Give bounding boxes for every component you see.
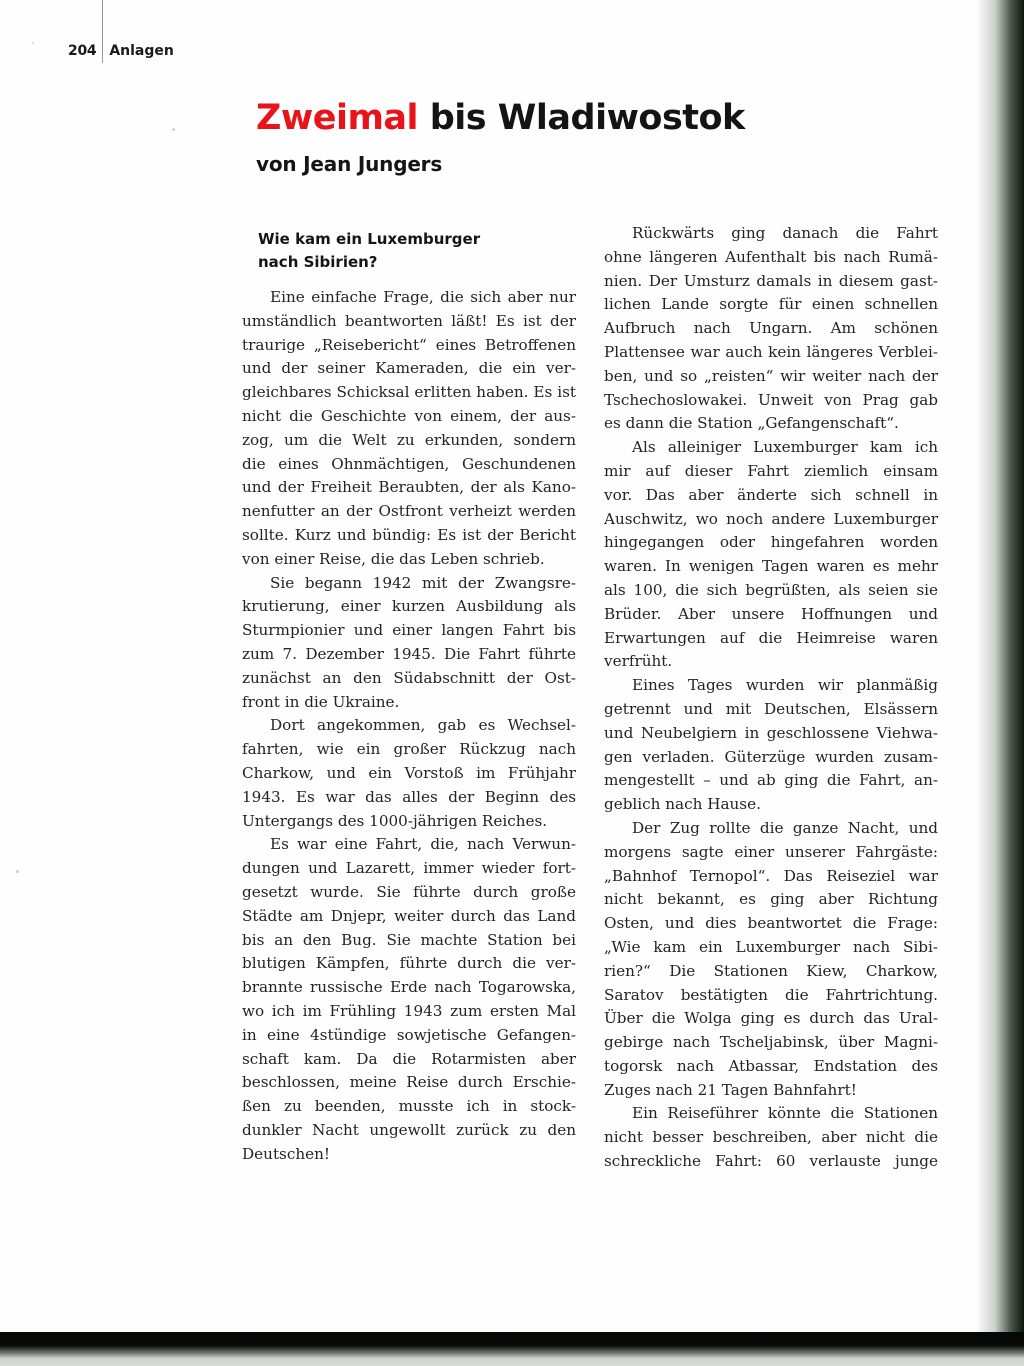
paragraph <box>242 286 576 572</box>
text-line: und Neubelgiern in geschlossene Viehwa- <box>604 723 938 742</box>
text-line: ben, und so „reisten“ wir weiter nach der <box>604 366 938 385</box>
paragraph <box>604 817 938 1103</box>
text-line: mengestellt – und ab ging die Fahrt, an- <box>604 771 938 790</box>
section-title: Anlagen <box>109 43 174 59</box>
paragraph <box>604 222 938 436</box>
text-line: Deutschen! <box>242 1144 331 1163</box>
text-line: Eine einfache Frage, die sich aber nur <box>270 288 576 306</box>
text-line: gleichbares Schicksal erlitten haben. Es ist <box>242 383 576 402</box>
text-line: als 100, die sich begrüßten, als seien sie <box>604 580 938 599</box>
text-line: dungen und Lazarett, immer wieder fort- <box>242 859 576 878</box>
text-line: nicht bekannt, es ging aber Richtung <box>604 890 938 909</box>
text-line: fahrten, wie ein großer Rückzug nach <box>242 740 576 759</box>
text-line: „Wie kam ein Luxemburger nach Sibi- <box>604 937 938 956</box>
text-line: Rückwärts ging danach die Fahrt <box>632 224 938 242</box>
text-line: hingegangen oder hingefahren worden <box>604 533 938 552</box>
text-line: in eine 4stündige sowjetische Gefangen- <box>242 1025 576 1044</box>
text-line: gebirge nach Tscheljabinsk, über Magni- <box>604 1033 938 1052</box>
text-line: Es war eine Fahrt, die, nach Verwun- <box>270 835 576 854</box>
article-byline: von Jean Jungers <box>256 152 443 176</box>
text-line: Über die Wolga ging es durch das Ural- <box>604 1009 938 1028</box>
text-line: schreckliche Fahrt: 60 verlauste junge <box>604 1152 938 1171</box>
text-line: Zuges nach 21 Tagen Bahnfahrt! <box>604 1080 857 1099</box>
text-line: beschlossen, meine Reise durch Erschie- <box>242 1073 576 1092</box>
text-line: traurige „Reisebericht“ eines Betroffenen <box>242 335 576 354</box>
scan-speck <box>32 42 34 44</box>
text-line: 1943. Es war das alles der Beginn des <box>242 787 576 806</box>
text-line: Als alleiniger Luxemburger kam ich <box>632 438 938 457</box>
text-line: und der seiner Kameraden, die ein ver- <box>242 359 576 378</box>
section-subheading: Wie kam ein Luxemburger nach Sibirien? <box>258 230 481 271</box>
text-line: front in die Ukraine. <box>242 692 400 711</box>
text-line: Sturmpionier und einer langen Fahrt bis <box>242 621 576 640</box>
text-line: es dann die Station „Gefangenschaft“. <box>604 414 899 433</box>
text-line: morgens sagte einer unserer Fahrgäste: <box>604 842 938 861</box>
text-line: mir auf dieser Fahrt ziemlich einsam <box>604 461 938 480</box>
text-line: getrennt und mit Deutschen, Elsässern <box>604 699 938 718</box>
text-line: Tschechoslowakei. Unweit von Prag gab <box>604 390 938 409</box>
text-line: ohne längeren Aufenthalt bis nach Rumä- <box>604 247 938 266</box>
paragraph <box>242 572 576 715</box>
text-line: Charkow, und ein Vorstoß im Frühjahr <box>242 763 576 782</box>
paragraph <box>604 674 938 817</box>
text-line: Eines Tages wurden wir planmäßig <box>632 676 938 695</box>
text-line: krutierung, einer kurzen Ausbildung als <box>242 597 576 616</box>
text-line: togorsk nach Atbassar, Endstation des <box>604 1056 938 1075</box>
text-line: die eines Ohnmächtigen, Geschundenen <box>242 454 576 473</box>
text-line: Untergangs des 1000-jährigen Reiches. <box>242 811 548 830</box>
article-title <box>256 98 745 138</box>
text-line: blutigen Kämpfen, führte durch die ver- <box>242 954 576 973</box>
text-line: umständlich beantworten läßt! Es ist der <box>242 311 576 330</box>
text-line: geblich nach Hause. <box>604 795 761 814</box>
running-head <box>68 38 174 64</box>
text-line: verfrüht. <box>604 652 673 671</box>
paragraph <box>242 833 576 1166</box>
text-line: nicht besser beschreiben, aber nicht die <box>604 1128 938 1147</box>
text-line: und der Freiheit Beraubten, der als Kano- <box>242 478 576 497</box>
text-line: Dort angekommen, gab es Wechsel- <box>270 716 576 735</box>
text-line: Auschwitz, wo noch andere Luxemburger <box>604 509 938 528</box>
text-line: Aufbruch nach Ungarn. Am schönen <box>604 319 938 338</box>
text-line: gesetzt wurde. Sie führte durch große <box>242 882 576 901</box>
text-line: rien?“ Die Stationen Kiew, Charkow, <box>604 961 938 980</box>
text-line: vor. Das aber änderte sich schnell in <box>604 485 938 504</box>
text-line: zog, um die Welt zu erkunden, sondern <box>242 430 576 449</box>
text-line: nien. Der Umsturz damals in diesem gast- <box>604 271 938 290</box>
article-title-rest: bis Wladiwostok <box>418 98 745 138</box>
text-line: nenfutter an der Ostfront verheizt werden <box>242 502 576 521</box>
paragraph <box>242 714 576 833</box>
text-line: schaft kam. Da die Rotarmisten aber <box>242 1049 576 1068</box>
text-line: lichen Lande sorgte für einen schnellen <box>604 295 938 314</box>
text-line: Plattensee war auch kein längeres Verblei- <box>604 342 938 361</box>
text-line: waren. In wenigen Tagen waren es mehr <box>604 557 938 576</box>
text-line: Brüder. Aber unsere Hoffnungen und <box>604 604 938 623</box>
text-line: von einer Reise, die das Leben schrieb. <box>242 549 545 568</box>
text-line: sollte. Kurz und bündig: Es ist der Bericht <box>242 525 576 544</box>
text-line: Saratov bestätigten die Fahrtrichtung. <box>604 985 938 1004</box>
text-line: ßen zu beenden, musste ich in stock- <box>242 1097 576 1116</box>
text-column-left <box>242 222 576 1166</box>
text-line: Osten, und dies beantwortet die Frage: <box>604 914 938 933</box>
binding-shadow <box>976 0 1024 1335</box>
text-line: Sie begann 1942 mit der Zwangsre- <box>270 573 576 592</box>
header-divider <box>102 0 103 63</box>
text-line: zum 7. Dezember 1945. Die Fahrt führte <box>242 644 576 663</box>
scanner-bottom-edge <box>0 1332 1024 1366</box>
text-line: Der Zug rollte die ganze Nacht, und <box>632 818 938 837</box>
article-title-accent: Zweimal <box>256 98 419 138</box>
page-number: 204 <box>68 43 97 59</box>
text-line: brannte russische Erde nach Togarowska, <box>242 978 576 997</box>
text-line: Erwartungen auf die Heimreise waren <box>604 628 938 647</box>
text-line: bis an den Bug. Sie machte Station bei <box>242 930 576 949</box>
text-line: Ein Reiseführer könnte die Stationen <box>632 1104 938 1123</box>
text-line: nicht die Geschichte von einem, der aus- <box>242 406 576 425</box>
text-line: gen verladen. Güterzüge wurden zusam- <box>604 747 938 766</box>
text-line: „Bahnhof Ternopol“. Das Reiseziel war <box>604 866 938 885</box>
paragraph <box>604 1102 938 1173</box>
text-column-right <box>604 222 938 1174</box>
text-line: dunkler Nacht ungewollt zurück zu den <box>242 1120 576 1139</box>
text-line: zunächst an den Südabschnitt der Ost- <box>242 668 576 687</box>
scan-speck <box>172 128 175 131</box>
text-line: wo ich im Frühling 1943 zum ersten Mal <box>242 1001 576 1020</box>
paragraph <box>604 436 938 674</box>
scan-speck <box>16 870 19 873</box>
text-line: Städte am Dnjepr, weiter durch das Land <box>242 906 576 925</box>
